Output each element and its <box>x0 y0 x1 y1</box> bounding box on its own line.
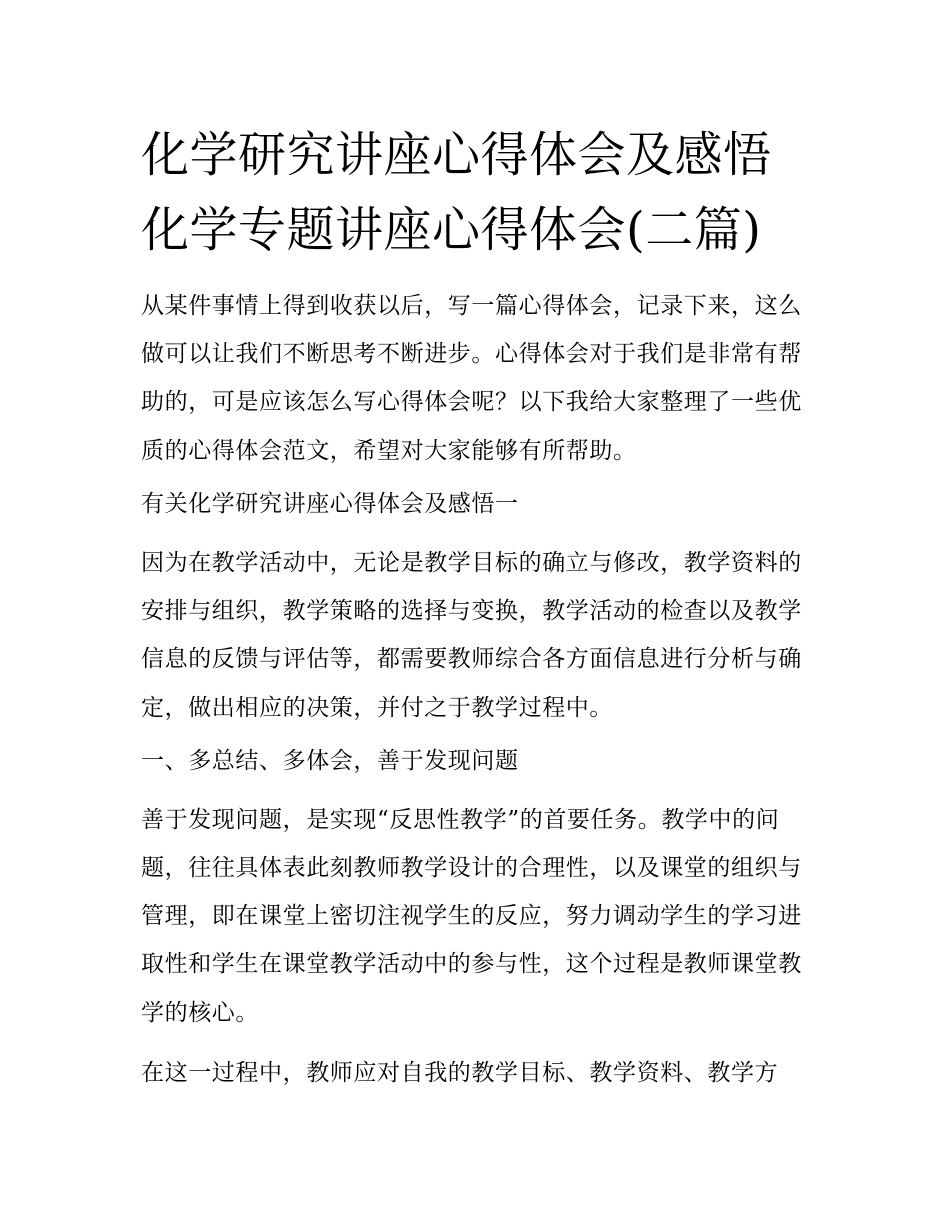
subheading-1: 一、多总结、多体会，善于发现问题 <box>141 747 519 774</box>
document-title <box>141 118 813 268</box>
paragraph-1: 因为在教学活动中，无论是教学目标的确立与修改，教学资料的安排与组织，教学策略的选择与变换，教学活动的检查以及教学信息的反馈与评估等，都需要教师综合各方面信息进行分析与确定，做出相应的决策，并付之于教学过程中。 <box>141 549 802 721</box>
title-line-1: 化学研究讲座心得体会及感悟 <box>141 127 772 183</box>
title-line-2: 化学专题讲座心得体会(二篇) <box>141 201 762 258</box>
paragraph-2: 善于发现问题，是实现“反思性教学”的首要任务。教学中的问题，往往具体表此刻教师教学设计的合理性，以及课堂的组织与管理，即在课堂上密切注视学生的反应，努力调动学生的学习进取性和学生在课堂教学活动中的参与性，这个过程是教师课堂教学的核心。 <box>141 806 802 1026</box>
intro-paragraph: 从某件事情上得到收获以后，写一篇心得体会，记录下来，这么做可以让我们不断思考不断进步。心得体会对于我们是非常有帮助的，可是应该怎么写心得体会呢？以下我给大家整理了一些优质的心得体会范文，希望对大家能够有所帮助。 <box>141 292 802 464</box>
section-title: 有关化学研究讲座心得体会及感悟一 <box>141 490 519 517</box>
paragraph-3: 在这一过程中，教师应对自我的教学目标、教学资料、教学方 <box>141 1059 779 1086</box>
document-body <box>141 118 813 1097</box>
